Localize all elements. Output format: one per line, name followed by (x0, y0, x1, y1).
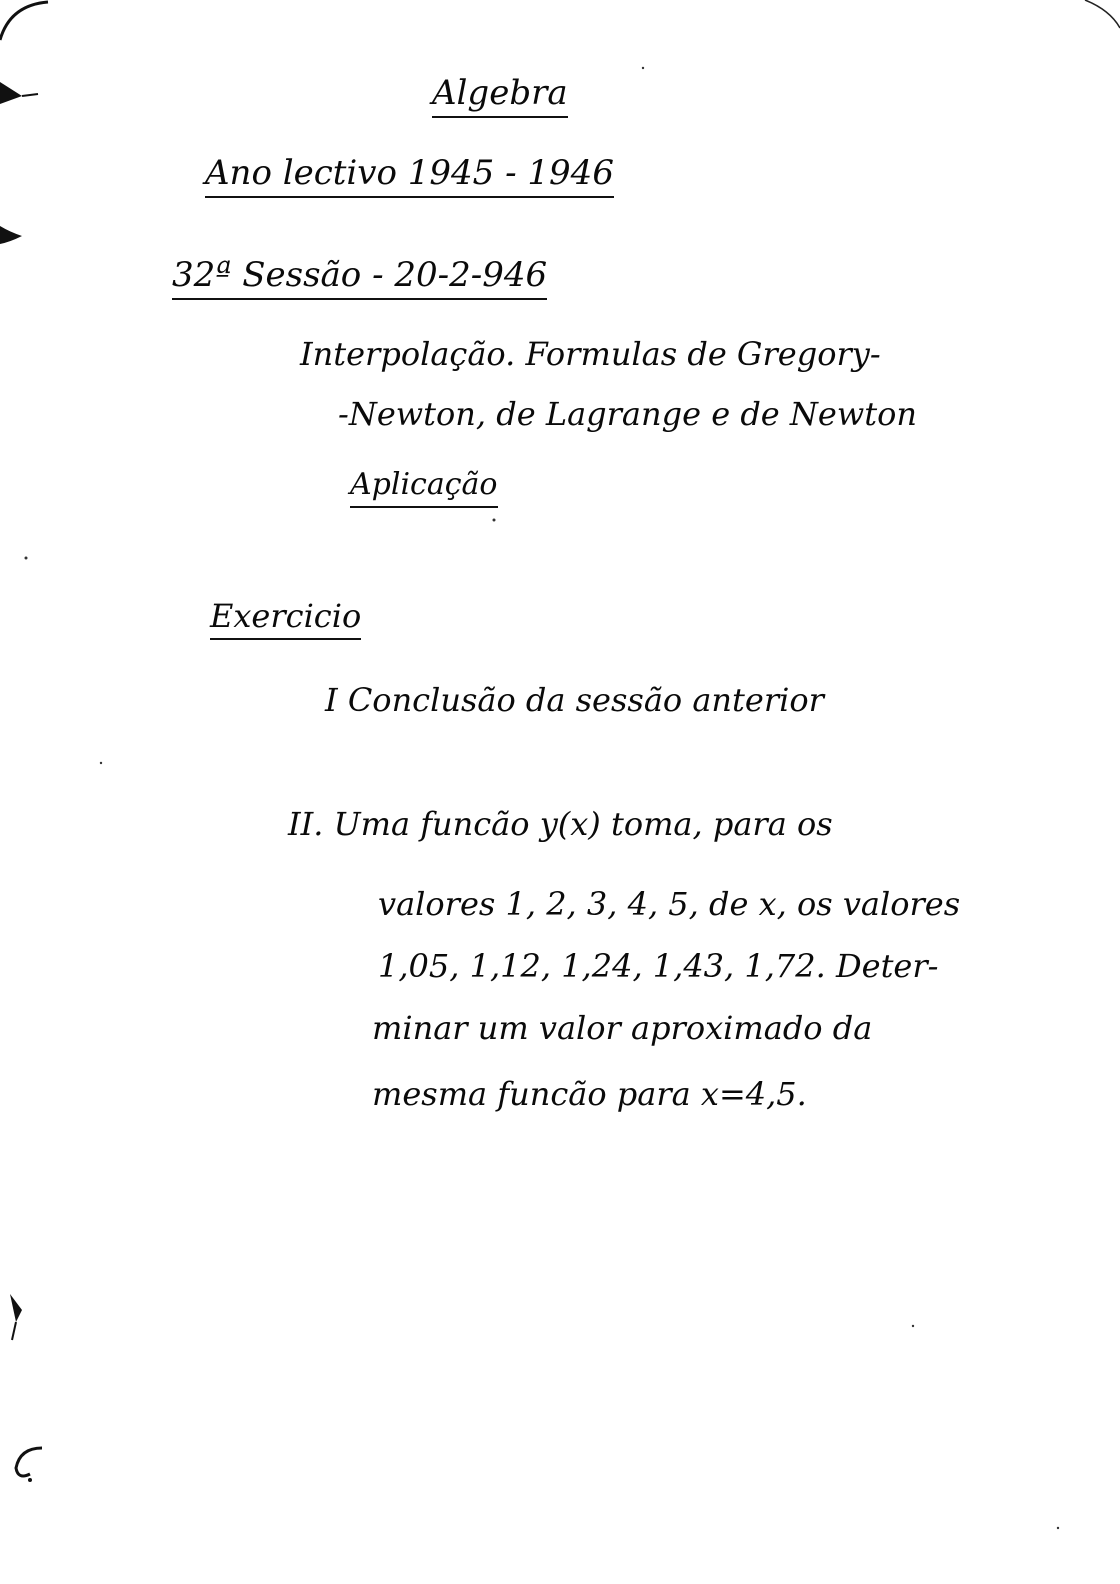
topic-line-1: Interpolação. Formulas de Gregory- (300, 335, 881, 373)
exercise-item-2-line-2: valores 1, 2, 3, 4, 5, de x, os valores (378, 885, 961, 923)
document-title: Algebra (432, 76, 568, 118)
topic-line-3: Aplicação (350, 470, 498, 508)
exercise-item-1: I Conclusão da sessão anterior (325, 681, 824, 719)
exercise-item-2-line-5: mesma funcão para x=4,5. (372, 1075, 807, 1113)
exercise-item-2-line-4: minar um valor aproximado da (372, 1009, 873, 1047)
exercises-heading: Exercicio (210, 600, 361, 640)
session-heading: 32ª Sessão - 20-2-946 (172, 258, 547, 300)
academic-year: Ano lectivo 1945 - 1946 (205, 156, 614, 198)
topic-line-2: -Newton, de Lagrange e de Newton (338, 395, 917, 433)
exercise-item-2-line-3: 1,05, 1,12, 1,24, 1,43, 1,72. Deter- (378, 947, 939, 985)
exercise-item-2-line-1: II. Uma funcão y(x) toma, para os (288, 805, 833, 843)
